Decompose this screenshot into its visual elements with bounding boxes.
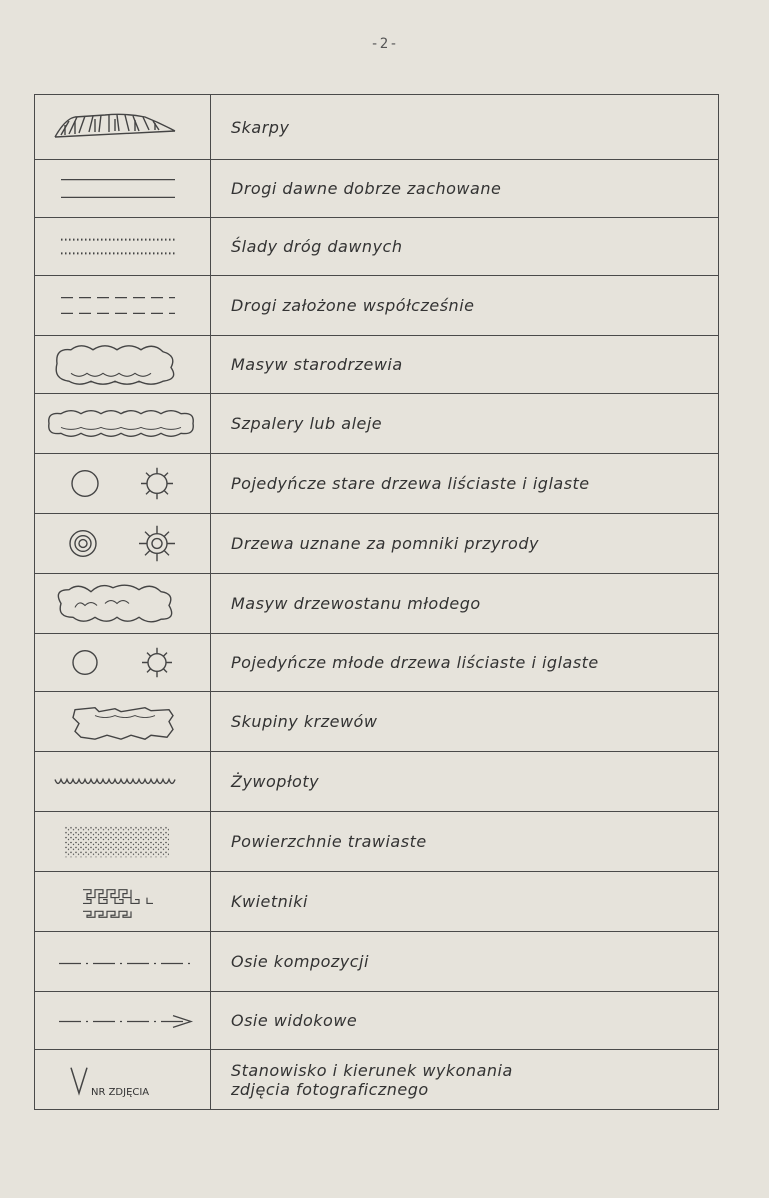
legend-row-drogi-dawne (35, 159, 718, 217)
legend-row-zywoploty (35, 751, 718, 811)
solid-double-line-symbol (35, 160, 211, 217)
view-axis-symbol (35, 992, 211, 1049)
young-deciduous-icon (73, 651, 97, 675)
grass-symbol (35, 812, 211, 871)
legend-label: Powierzchnie trawiaste (231, 832, 427, 851)
legend-label: Stanowisko i kierunek wykonania zdjęcia fotograficznego (231, 1060, 513, 1099)
alley-symbol (35, 394, 211, 453)
legend-label: Osie widokowe (231, 1011, 358, 1030)
legend-label: Masyw drzewostanu młodego (231, 594, 481, 613)
coniferous-tree-icon (147, 474, 167, 494)
legend-row-pomniki-przyrody (35, 513, 718, 573)
photo-direction-icon (71, 1068, 87, 1094)
legend-label: Osie kompozycji (231, 952, 369, 971)
hedge-symbol (35, 752, 211, 811)
skarpy-symbol (35, 95, 211, 159)
single-young-trees-symbol (35, 634, 211, 691)
flowerbed-symbol (35, 872, 211, 931)
legend-row-skarpy (35, 95, 718, 159)
young-stand-mass-symbol (35, 574, 211, 633)
legend-row-pojedyncze-stare (35, 453, 718, 513)
legend-row-stanowisko-zdjecia (35, 1049, 718, 1109)
legend-row-skupiny-krzewow (35, 691, 718, 751)
legend-row-drogi-wspolczesne (35, 275, 718, 335)
legend-label: Kwietniki (231, 892, 308, 911)
photo-station-symbol (35, 1050, 211, 1109)
legend-row-osie-kompozycji (35, 931, 718, 991)
composition-axis-symbol (35, 932, 211, 991)
shrub-group-symbol (35, 692, 211, 751)
legend-row-szpalery (35, 393, 718, 453)
legend-row-pojedyncze-mlode (35, 633, 718, 691)
legend-row-masyw-starodrzewia (35, 335, 718, 393)
legend-label: Pojedyńcze młode drzewa liściaste i iglaste (231, 653, 599, 672)
monument-deciduous-icon (70, 531, 96, 557)
legend-table (34, 94, 719, 1110)
page-number: -2- (370, 36, 399, 52)
legend-label: Masyw starodrzewia (231, 355, 403, 374)
photo-number-caption: NR ZDJĘCIA (91, 1087, 150, 1099)
legend-label: Pojedyńcze stare drzewa liściaste i iglaste (231, 474, 590, 493)
legend-row-kwietniki (35, 871, 718, 931)
legend-label: Skarpy (231, 117, 290, 137)
legend-label: Drogi dawne dobrze zachowane (231, 179, 502, 198)
deciduous-tree-icon (72, 471, 98, 497)
monument-coniferous-icon (147, 534, 167, 554)
legend-label: Drzewa uznane za pomniki przyrody (231, 534, 539, 553)
legend-label: Szpalery lub aleje (231, 414, 383, 433)
old-tree-mass-symbol (35, 336, 211, 393)
legend-label: Skupiny krzewów (231, 712, 378, 731)
legend-label: Ślady dróg dawnych (231, 237, 403, 256)
legend-label: Drogi założone współcześnie (231, 296, 475, 315)
legend-row-drzewostan-mlody (35, 573, 718, 633)
dotted-double-line-symbol (35, 218, 211, 275)
legend-row-trawniki (35, 811, 718, 871)
single-old-trees-symbol (35, 454, 211, 513)
dashed-double-line-symbol (35, 276, 211, 335)
legend-row-osie-widokowe (35, 991, 718, 1049)
monument-trees-symbol (35, 514, 211, 573)
legend-row-slady-drog (35, 217, 718, 275)
legend-label: Żywopłoty (231, 772, 320, 791)
